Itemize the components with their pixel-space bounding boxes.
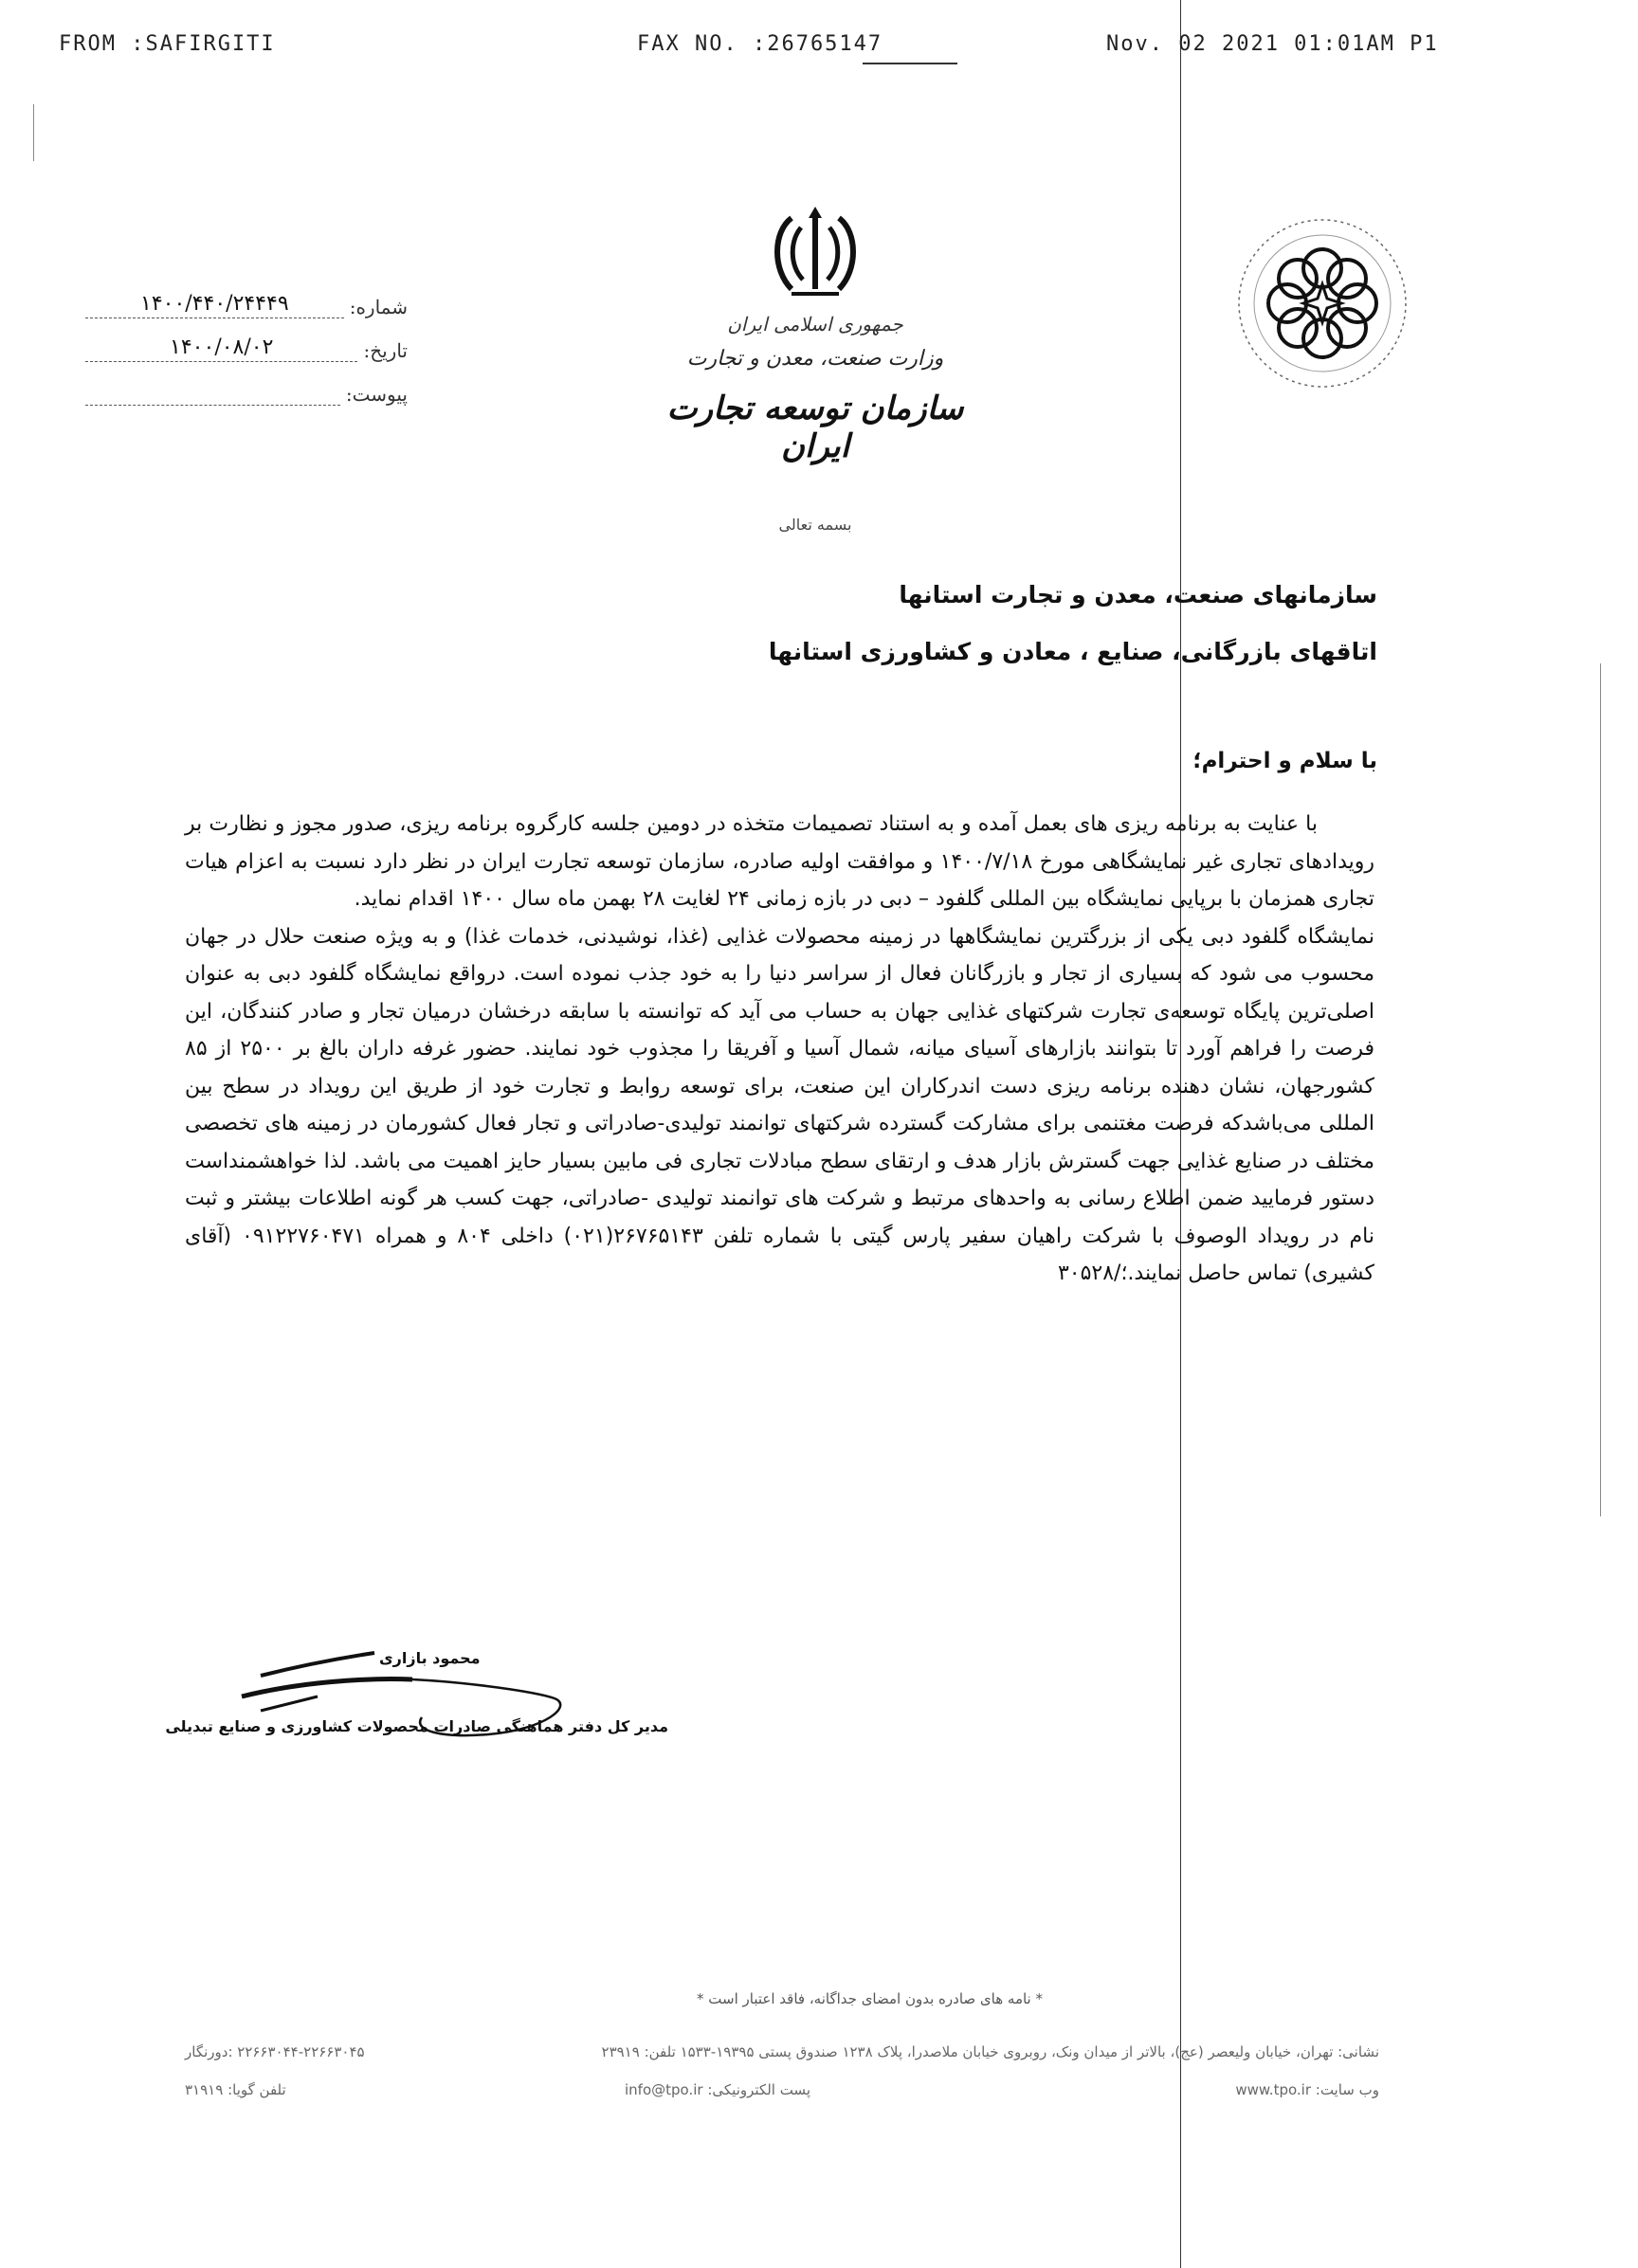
- footer-phones: ۲۲۶۶۳۰۴۴-۲۲۶۶۳۰۴۵ :دورنگار: [185, 2043, 365, 2060]
- signature-block: [165, 1640, 668, 1753]
- footer-address: نشانی: تهران، خیابان ولیعصر (عج)، بالاتر از میدان ونک، روبروی خیابان ملاصدرا، پلاک ۱۲۳۸ صندوق پستی ۱۹۳۹۵-۱۵۳۳ تلفن: ۲۳۹۱۹: [601, 2043, 1379, 2060]
- fax-number-underline: [863, 63, 957, 64]
- meta-number-row: [85, 275, 408, 318]
- letterhead-text: [664, 313, 967, 465]
- letterhead-organization: سازمان توسعه تجارت ایران: [666, 390, 964, 465]
- addressee-line-1: سازمانهای صنعت، معدن و تجارت استانها: [899, 581, 1377, 608]
- meta-date-label: تاریخ:: [363, 339, 408, 362]
- letterhead-country: جمهوری اسلامی ایران: [727, 313, 903, 336]
- footer-website: وب سایت: www.tpo.ir: [1235, 2081, 1379, 2098]
- greeting: با سلام و احترام؛: [1192, 749, 1377, 773]
- besmeh-taala: بسمه تعالی: [778, 516, 852, 534]
- letter-body: [185, 806, 1374, 1293]
- addressee-line-2: اتاقهای بازرگانی، صنایع ، معادن و کشاورزی استانها: [768, 638, 1377, 665]
- meta-attachment-row: [85, 362, 408, 406]
- letter-meta: [85, 275, 408, 406]
- trade-organization-logo-icon: [1232, 213, 1412, 393]
- meta-number-value: ۱۴۰۰/۴۴۰/۲۴۴۴۹: [85, 292, 344, 318]
- iran-emblem-icon: [763, 199, 867, 303]
- meta-attachment-label: پیوست:: [345, 383, 408, 406]
- signatory-name: محمود بازاری: [379, 1649, 481, 1667]
- signatory-title: مدیر کل دفتر هماهنگی صادرات محصولات کشاورزی و صنایع تبدیلی: [165, 1717, 668, 1735]
- scan-artifact-dash: [33, 104, 34, 161]
- footer-email: پست الکترونیکی: info@tpo.ir: [625, 2081, 810, 2098]
- letterhead-ministry: وزارت صنعت، معدن و تجارت: [686, 347, 944, 371]
- fax-header: [59, 32, 1481, 70]
- fax-from: FROM :SAFIRGITI: [59, 32, 276, 56]
- scan-artifact-dash: [1600, 663, 1601, 1516]
- letterhead: [664, 190, 967, 588]
- body-paragraph-2: نمایشگاه گلفود دبی یکی از بزرگترین نمایشگاهها در زمینه محصولات غذایی (غذا، نوشیدنی، خدمات غذا) و به ویژه صنعت حلال در جهان محسوب می شود که بسیاری از تجار و بازرگانان فعال از سراسر دنیا را به خود جذب نموده است. درواقع نمایشگاه گلفود دبی به عنوان اصلی‌ترین پایگاه توسعه‌ی تجارت شرکتهای غذایی جهان به حساب می آید که توانسته با سابقه درخشان درمیان تجار و صادر کنندگان، این فرصت را فراهم آورد تا بتوانند بازارهای آسیای میانه، شمال آسیا و آفریقا را مجذوب خود نمایند. حضور غرفه داران بالغ بر ۲۵۰۰ از ۸۵ کشورجهان، نشان دهنده برنامه ریزی دست اندرکاران این صنعت، برای توسعه روابط و تجارت خود از طریق این رویداد در سطح بین المللی می‌باشدکه فرصت مغتنمی برای مشارکت گسترده شرکتهای توانمند تولیدی-صادراتی و تجار فعال کشورمان در زمینه های تخصصی مختلف در صنایع غذایی جهت گسترش بازار هدف و ارتقای سطح مبادلات تجاری فی مابین بسیار حایز اهمیت می باشد. لذا خواهشمنداست دستور فرمایید ضمن اطلاع رسانی به واحدهای مرتبط و شرکت های توانمند تولیدی -صادراتی، جهت کسب هر گونه اطلاعات بیشتر و ثبت نام در رویداد الوصوف با شرکت راهیان سفیر پارس گیتی با شماره تلفن ۲۶۷۶۵۱۴۳(۰۲۱) داخلی ۸۰۴ و همراه ۰۹۱۲۲۷۶۰۴۷۱ (آقای کشیری) تماس حاصل نمایند.؛/۳۰۵۲۸: [185, 924, 1374, 1285]
- meta-number-label: شماره:: [349, 296, 408, 318]
- body-paragraph-1: با عنایت به برنامه ریزی های بعمل آمده و به استناد تصمیمات متخذه در دومین جلسه کارگروه برنامه ریزی، صدور مجوز و نظارت بر رویدادهای تجاری غیر نمایشگاهی مورخ ۱۴۰۰/۷/۱۸ و موافقت اولیه صادره، سازمان توسعه تجارت ایران در نظر دارد نسبت به اعزام هیات تجاری همزمان با برپایی نمایشگاه بین المللی گلفود – دبی در بازه زمانی ۲۴ لغایت ۲۸ بهمن ماه سال ۱۴۰۰ اقدام نماید.: [185, 812, 1375, 911]
- meta-date-row: [85, 318, 408, 362]
- meta-attachment-value: [85, 403, 340, 406]
- fax-date-page: Nov. 02 2021 01:01AM P1: [1106, 32, 1439, 56]
- fax-number: FAX NO. :26765147: [637, 32, 883, 56]
- footer-po-box: تلفن گویا: ۳۱۹۱۹: [185, 2081, 286, 2098]
- meta-date-value: ۱۴۰۰/۰۸/۰۲: [85, 336, 357, 362]
- footer-validity-note: * نامه های صادره بدون امضای جداگانه، فاقد اعتبار است *: [697, 1990, 1043, 2007]
